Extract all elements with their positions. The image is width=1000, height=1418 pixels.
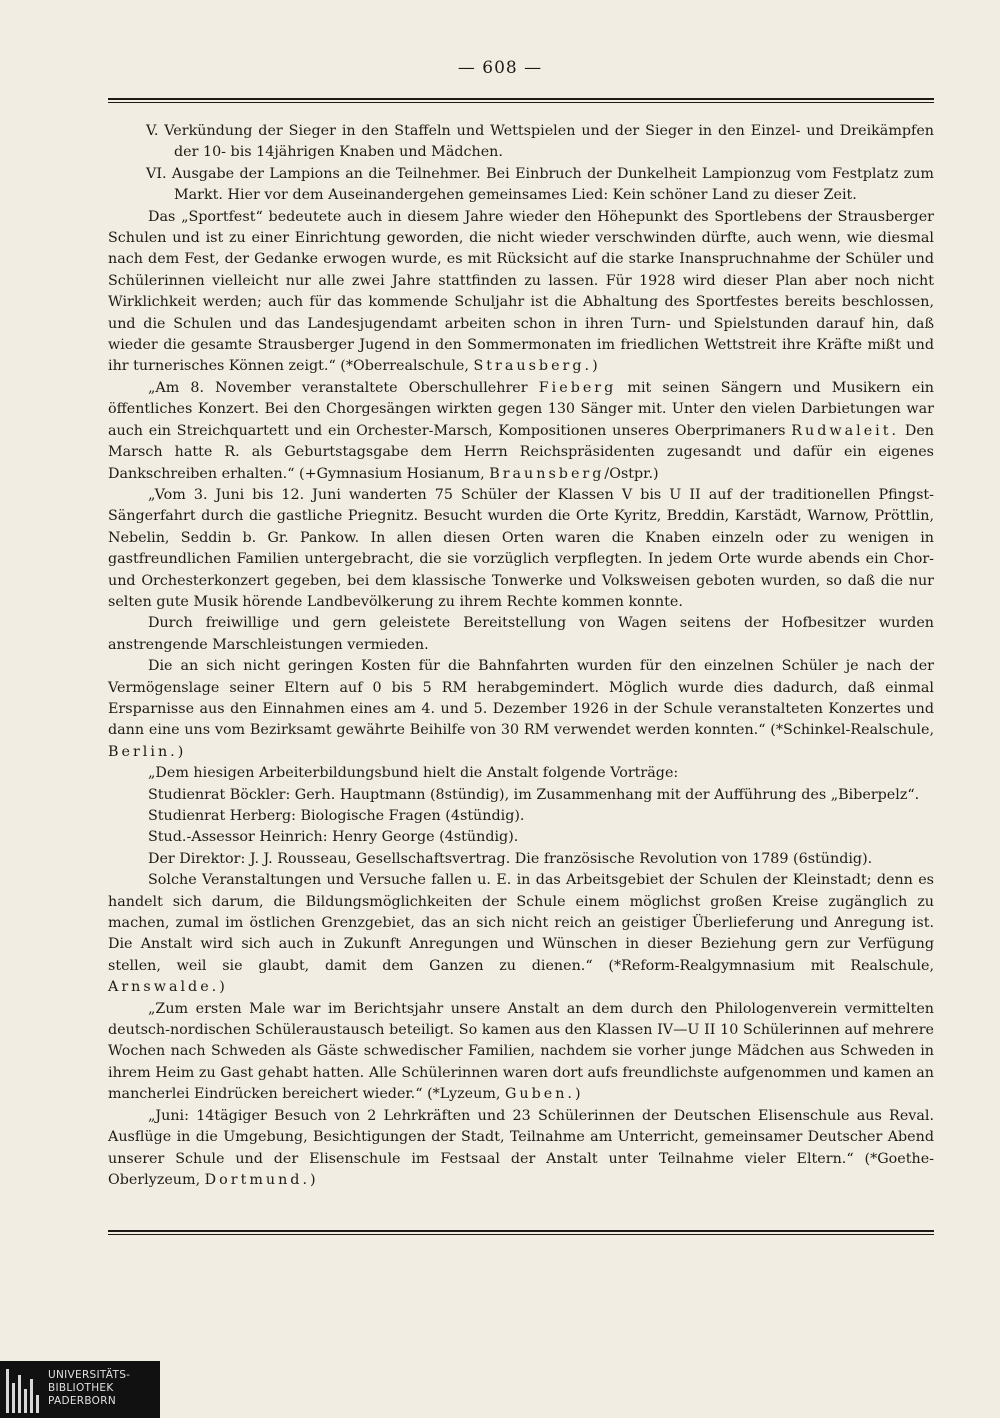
place-name-berlin: Berlin.) — [108, 743, 187, 760]
body-text — [108, 121, 934, 1191]
paragraph-konzert-mid2: Den Marsch hatte R. als Geburtstagsgabe dem Herrn Reichspräsidenten zugesandt und dafür ein eigenes Dankschreiben erhalten.“ (+Gymnasium Hosianum, — [108, 422, 934, 482]
place-name-arnswalde: Arnswalde.) — [108, 979, 228, 996]
person-name-rudwaleit: Rudwaleit. — [791, 422, 900, 439]
paragraph-konzert-end: /Ostpr.) — [604, 465, 659, 482]
paragraph-saengerfahrt: „Vom 3. Juni bis 12. Juni wanderten 75 Schüler der Klassen V bis U II auf der traditionellen Pfingst-Sängerfahrt durch die gastliche Priegnitz. Besucht wurden die Orte Kyritz, Breddin, Karstädt, Warnow, Pröttlin, Nebelin, Seddin b. Gr. Pankow. In allen diesen Orten waren die Knaben einzeln oder zu wenigen in gastfreundlichen Familien untergebracht, die sie vorzüglich verpflegten. In jedem Orte wurde abends ein Chor- und Orchesterkonzert gegeben, bei dem klassische Tonwerke und Volksweisen geboten wurden, so daß die nur selten gute Musik hörende Landbevölkerung zu ihrem Rechte kommen konnte. — [108, 486, 934, 610]
top-double-rule — [108, 98, 934, 103]
paragraph-sportfest-text: Das „Sportfest“ bedeutete auch in diesem Jahre wieder den Höhepunkt des Sportlebens der Strausberger Schulen und ist zu einer Einrichtung geworden, die nicht wieder verschwinden dürfte, auch wenn, wie diesmal nach dem Fest, der Gedanke erwogen wurde, es mit Rücksicht auf die starke Inanspruchnahme der Schüler und Schülerinnen vielleicht nur alle zwei Jahre stattfinden zu lassen. Für 1928 wird dieser Plan aber noch nicht Wirklichkeit werden; auch für das kommende Schuljahr ist die Abhaltung des Sportfestes bereits beschlossen, und die Schulen und das Landesjugendamt arbeiten schon in ihren Turn- und Spielstunden darauf hin, daß wieder die gesamte Strausberger Jugend in den Sommermonaten im friedlichen Wettstreit ihre Kräfte mißt und ihr turnerisches Können zeigt.“ (*Oberrealschule, — [108, 208, 934, 375]
lecture-direktor: Der Direktor: J. J. Rousseau, Gesellschaftsvertrag. Die französische Revolution von 1789 (6stündig). — [148, 850, 873, 867]
page-number: — 608 — — [457, 58, 543, 78]
watermark-line-3: PADERBORN — [48, 1395, 116, 1407]
watermark-text — [48, 1369, 130, 1408]
place-name-braunsberg: Braunsberg — [489, 465, 605, 482]
place-name-strausberg: Strausberg.) — [473, 358, 601, 375]
paragraph-wagen: Durch freiwillige und gern geleistete Bereitstellung von Wagen seitens der Hofbesitzer wurden anstrengende Marschleistungen vermieden. — [108, 615, 934, 653]
paragraph-reval-source: (*Goethe-Oberlyzeum, — [108, 1150, 934, 1188]
lecture-boeckler: Studienrat Böckler: Gerh. Hauptmann (8stündig), im Zusammenhang mit der Aufführung des „Biberpelz“. — [148, 786, 920, 803]
barcode-icon — [6, 1369, 40, 1413]
paragraph-kleinstadt-text: Solche Veranstaltungen und Versuche fallen u. E. in das Arbeitsgebiet der Schulen der Kleinstadt; denn es handelt sich darum, die Bildungsmöglichkeiten der Schule einem möglichst großen Kreise zugänglich zu machen, zumal im östlichen Grenzgebiet, das an sich nicht reich an geistiger Überlieferung und Anregung ist. Die Anstalt wird sich auch in Zukunft Anregungen und Wünschen in dieser Beziehung gern zur Verfügung stellen, weil sie glaubt, damit dem Ganzen zu dienen.“ (*Reform-Realgymnasium mit Realschule, — [108, 872, 934, 974]
bottom-double-rule — [108, 1230, 934, 1235]
paragraph-reval-text: „Juni: 14tägiger Besuch von 2 Lehrkräften und 23 Schülerinnen der Deutschen Elisenschule aus Reval. Ausflüge in die Umgebung, Besichtigungen der Stadt, Teilnahme am Unterricht, gemeinsamer Deutscher Abend unserer Schule und der Elisenschule im Festsaal der Anstalt unter Teilnahme vieler Eltern.“ — [108, 1107, 934, 1167]
lecture-herberg: Studienrat Herberg: Biologische Fragen (4stündig). — [148, 808, 525, 824]
paragraph-reval — [108, 1106, 934, 1192]
paragraph-kleinstadt — [108, 870, 934, 998]
paragraph-konzert-start: „Am 8. November veranstaltete Oberschullehrer — [148, 379, 528, 396]
lecture-heinrich: Stud.-Assessor Heinrich: Henry George (4stündig). — [148, 829, 519, 846]
paragraph-konzert-mid: mit seinen Sängern und Musikern ein öffentliches Konzert. Bei den Chorgesängen wirkten gegen 130 Sänger mit. Unter den vielen Darbietungen war auch ein Streichquartett und ein Orchester-Marsch, Kompositionen unseres Oberprimaners — [108, 379, 935, 439]
paragraph-kosten-text: Die an sich nicht geringen Kosten für die Bahnfahrten wurden für den einzelnen Schüler je nach der Vermögenslage seiner Eltern auf 0 bis 5 RM herabgemindert. Möglich wurde dies dadurch, daß einmal Ersparnisse aus den Einnahmen eines am 4. und 5. Dezember 1926 in der Schule veranstalteten Konzertes und dann eine uns vom Bezirksamt gewährte Beihilfe von 30 RM verwendet werden konnten.“ (*Schinkel-Realschule, — [108, 658, 934, 739]
person-name-fieberg: Fieberg — [538, 379, 617, 396]
paragraph-sportfest — [108, 207, 934, 378]
list-item-v: V. Verkündung der Sieger in den Staffeln und Wettspielen und der Sieger in den Einzel- und Dreikämpfen der 10- bis 14jährigen Knaben und Mädchen. — [146, 123, 934, 161]
watermark-line-2: BIBLIOTHEK — [48, 1382, 114, 1394]
paragraph-austausch-text: „Zum ersten Male war im Berichtsjahr unsere Anstalt an dem durch den Philologenverein vermittelten deutsch-nordischen Schüleraustausch beteiligt. So kamen aus den Klassen IV—U II 10 Schülerinnen auf mehrere Wochen nach Schweden als Gäste schwedischer Familien, nachdem sie vorher junge Mädchen aus Schweden in ihrem Heim zu Gast gehabt hatten. Alle Schülerinnen waren dort aufs freundlichste aufgenommen und kamen an mancherlei Eindrücken bereichert wieder.“ (*Lyzeum, — [108, 1000, 934, 1103]
watermark-line-1: UNIVERSITÄTS- — [48, 1369, 131, 1381]
paragraph-vortraege: „Dem hiesigen Arbeiterbildungsbund hielt die Anstalt folgende Vorträge: — [148, 765, 679, 782]
paragraph-austausch — [108, 999, 934, 1106]
library-watermark-logo — [0, 1361, 160, 1418]
list-item-vi: VI. Ausgabe der Lampions an die Teilnehmer. Bei Einbruch der Dunkelheit Lampionzug vom Festplatz zum Markt. Hier vor dem Auseinandergehen gemeinsames Lied: Kein schöner Land zu dieser Zeit. — [146, 165, 934, 204]
place-name-dortmund: Dortmund.) — [204, 1171, 319, 1188]
paragraph-kosten — [108, 656, 934, 763]
paragraph-konzert — [108, 378, 934, 485]
place-name-guben: Guben.) — [504, 1086, 584, 1103]
